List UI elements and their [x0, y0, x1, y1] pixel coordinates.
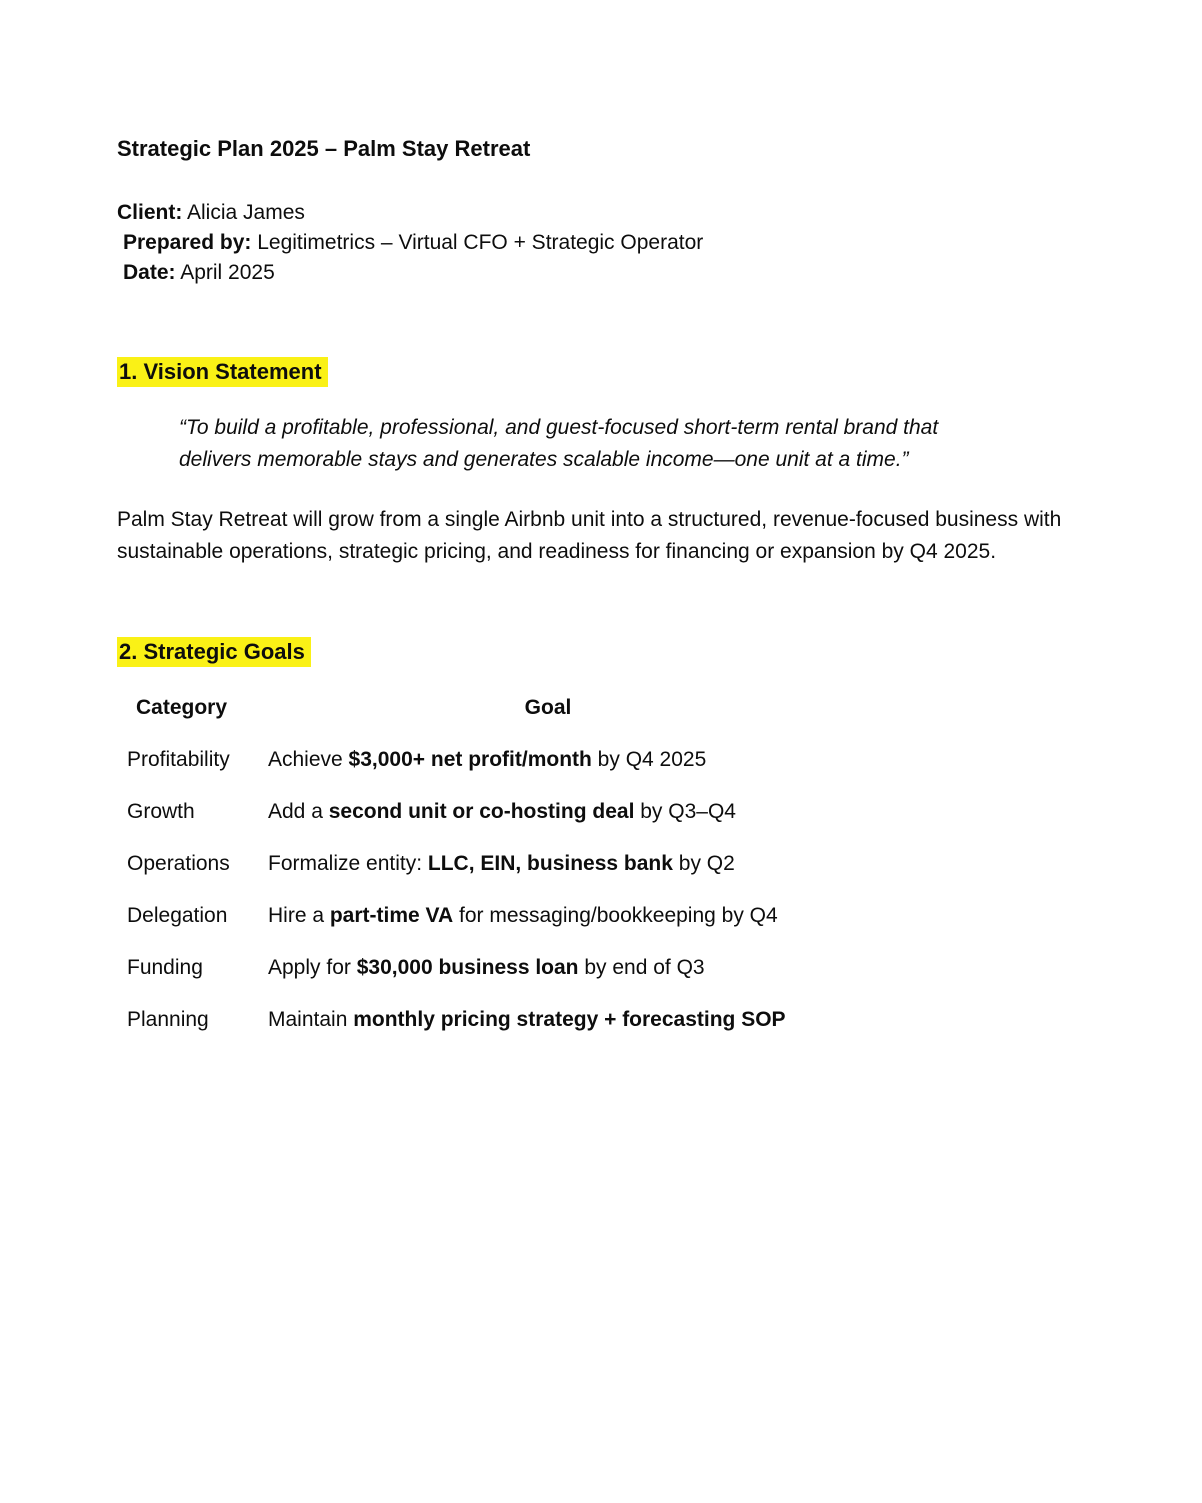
goal-text: Hire a: [268, 904, 330, 927]
goal-text: for messaging/bookkeeping by Q4: [453, 904, 778, 927]
goal-row-category: Delegation: [127, 904, 228, 927]
vision-section-heading: [117, 358, 1089, 386]
goal-text: by Q3–Q4: [634, 800, 736, 823]
goals-table-header-category: Category: [136, 696, 228, 719]
meta-block: [117, 198, 1089, 288]
goal-text: by Q4 2025: [591, 748, 707, 771]
meta-client-label: Client:: [117, 201, 183, 224]
goal-text-bold: monthly pricing strategy + forecasting SOP: [353, 1008, 786, 1031]
goal-row-category: Planning: [127, 1008, 209, 1031]
goal-text: Apply for: [268, 956, 357, 979]
goal-text-bold: part-time VA: [329, 904, 454, 927]
meta-prepared-value: Legitimetrics – Virtual CFO + Strategic Operator: [251, 231, 704, 254]
goals-table-header-goal: Goal: [524, 696, 572, 719]
goal-row-category: Funding: [127, 956, 203, 979]
goal-text: Achieve: [268, 748, 349, 771]
vision-heading-highlight: 1. Vision Statement: [117, 357, 328, 387]
vision-section: [117, 358, 1089, 568]
meta-line-date: [117, 258, 1089, 288]
goal-row-goal: [268, 952, 828, 983]
meta-line-prepared-by: [117, 228, 1089, 258]
meta-date-label: Date:: [123, 261, 176, 284]
goal-row-category: Operations: [127, 852, 230, 875]
vision-quote: “To build a profitable, professional, and guest-focused short-term rental brand that delivers memorable stays and generates scalable income—one unit at a time.”: [179, 416, 939, 471]
goal-text-bold: LLC, EIN, business bank: [427, 852, 673, 875]
goal-row-goal: [268, 796, 828, 827]
meta-client-value: Alicia James: [182, 201, 305, 224]
goal-text-bold: $3,000+ net profit/month: [348, 748, 592, 771]
goals-heading-highlight: 2. Strategic Goals: [117, 637, 311, 667]
goal-text: Maintain: [268, 1008, 354, 1031]
goals-table: [127, 692, 1089, 1035]
goal-text: by end of Q3: [578, 956, 705, 979]
goal-text: Formalize entity:: [268, 852, 428, 875]
meta-prepared-label: Prepared by:: [123, 231, 252, 254]
goal-text-bold: second unit or co-hosting deal: [328, 800, 635, 823]
goals-section-heading: [117, 638, 1089, 666]
meta-date-value: April 2025: [175, 261, 275, 284]
vision-body-paragraph: Palm Stay Retreat will grow from a single Airbnb unit into a structured, revenue-focused business with sustainable operations, strategic pricing, and readiness for financing or expansion by Q4 2025.: [117, 508, 1062, 563]
goal-row-goal: [268, 1004, 828, 1035]
document-title: Strategic Plan 2025 – Palm Stay Retreat: [117, 136, 531, 161]
goal-text-bold: $30,000 business loan: [356, 956, 579, 979]
goal-row-goal: [268, 744, 828, 775]
goal-text: Add a: [268, 800, 329, 823]
goal-row-category: Profitability: [127, 748, 230, 771]
goal-text: by Q2: [672, 852, 735, 875]
goal-row-goal: [268, 900, 828, 931]
goals-section: [117, 638, 1089, 1035]
meta-line-client: [117, 198, 1089, 228]
goal-row-category: Growth: [127, 800, 195, 823]
goal-row-goal: [268, 848, 828, 879]
